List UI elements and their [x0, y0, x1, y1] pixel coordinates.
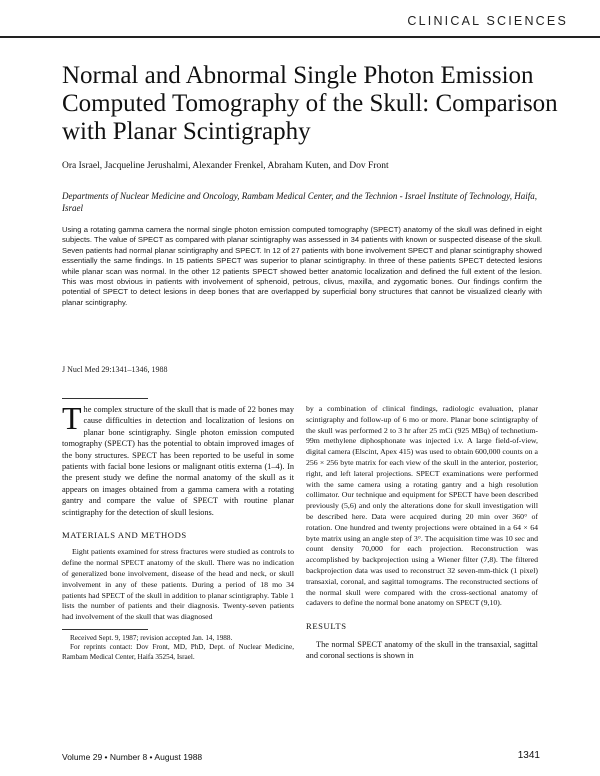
results-paragraph: The normal SPECT anatomy of the skull in the transaxial, sagittal and coronal sections is shown in — [306, 639, 538, 660]
left-column — [62, 400, 294, 662]
issue-info: Volume 29 • Number 8 • August 1988 — [62, 752, 203, 762]
header-rule — [0, 36, 600, 38]
drop-cap: T — [62, 400, 82, 436]
methods-continued: by a combination of clinical findings, radiologic evaluation, planar scintigraphy and follow-up of 6 mo or more. Planar bone scintigraphy of the skull was performed 2 to 3 hr after 25 mCi (925 MBq) of technetium-99m methylene diphosphonate was injected i.v. A large field-of-view, digital camera (Elscint, Apex 415) was used to obtain 600,000 counts on a 256 × 256 byte matrix for each view of the skull in the anterior, posterior, right, and left lateral projections. SPECT examinations were performed with the same camera using a rotating gantry and a high resolution collimator. Our technique and equipment for SPECT have been described previously (5,6) and only the alterations done for skull investigation will be described here. Data were acquired during 20 min over 360° of rotation. One hundred and twenty projections were obtained in a 64 × 64 byte matrix using an angle step of 3°. The acquisition time was 10 sec and count density 70,000 for each projection. Reconstruction was accomplished by backprojection using a Wiener filter (7,8). The filtered backprojection data was used to reconstruct 32 seven-mm-thick (1 pixel) transaxial, coronal, and sagittal tomograms. The reconstructed sections of the normal skull were compared with the cross-sectional anatomy of cadavers to define the normal bone anatomy on SPECT (9,10). — [306, 404, 538, 608]
footnote-received: Received Sept. 9, 1987; revision accepted Jan. 14, 1988. — [70, 633, 233, 642]
page-number: 1341 — [517, 750, 540, 761]
footnote-reprints: For reprints contact: Dov Front, MD, PhD, Dept. of Nuclear Medicine, Rambam Medical Center, Haifa 35254, Israel. — [62, 643, 294, 661]
intro-text: he complex structure of the skull that is made of 22 bones may cause difficulties in detection and localization of lesions on planar bone scintigraphy. Single photon emission computed tomography (SPECT) has the potential to obtain improved images of the bony structures. SPECT has been reported to be useful in some patients with facial bone lesions or malignant otitis externa (1–4). In the present study we define the normal anatomy of the skull as it appears on images obtained from a gamma camera with a rotating gantry and compare the value of SPECT with routine planar scintigraphy for the detection of skull lesions. — [62, 405, 294, 517]
results-heading: RESULTS — [306, 621, 347, 632]
right-column — [306, 404, 538, 661]
article-authors: Ora Israel, Jacqueline Jerushalmi, Alexander Frenkel, Abraham Kuten, and Dov Front — [62, 161, 389, 171]
journal-citation: J Nucl Med 29:1341–1346, 1988 — [62, 365, 168, 374]
methods-heading: MATERIALS AND METHODS — [62, 530, 187, 541]
article-affiliation: Departments of Nuclear Medicine and Oncology, Rambam Medical Center, and the Technion - Israel Institute of Technology, Haifa, Israel — [62, 191, 538, 213]
article-title: Normal and Abnormal Single Photon Emission Computed Tomography of the Skull: Comparison with Planar Scintigraphy — [62, 62, 558, 145]
body-top-rule — [62, 398, 148, 399]
footnote-rule — [62, 629, 148, 630]
methods-paragraph: Eight patients examined for stress fractures were studied as controls to define the normal SPECT anatomy of the skull. There was no indication of generalized bone involvement, disease of the head and neck, or skull involvement in any of these patients. During a period of 18 mo 34 patients had SPECT of the skull in addition to planar scintigraphy. Table 1 lists the number of patients and their diagnosis. Twenty-seven patients had involvement of the skull that was diagnosed — [62, 547, 294, 622]
section-header: CLINICAL SCIENCES — [407, 14, 568, 28]
article-abstract: Using a rotating gamma camera the normal single photon emission computed tomography (SPECT) anatomy of the skull was defined in eight subjects. The value of SPECT as compared with planar scintigraphy was assessed in 34 patients with known or suspected disease of the skull. Seven patients had normal planar scintigraphy and SPECT. In 12 of 27 patients with bone involvement SPECT and planar scintigraphy showed essentially the same findings. In 15 patients SPECT was superior to planar scintigraphy. In three of these patients SPECT detected lesions while planar scan was normal. In the other 12 patients SPECT showed better anatomic localization and defined the full extent of the lesion. This was most obvious in patients with involvement of sphenoid, petrous, clivus, maxilla, and zygomatic bones. Our findings confirm the potential of SPECT to detect lesions in deep bones that are overlapped by superficial bony structures that cannot be visualized clearly with planar scintigraphy. — [62, 225, 542, 307]
intro-paragraph — [62, 400, 294, 518]
